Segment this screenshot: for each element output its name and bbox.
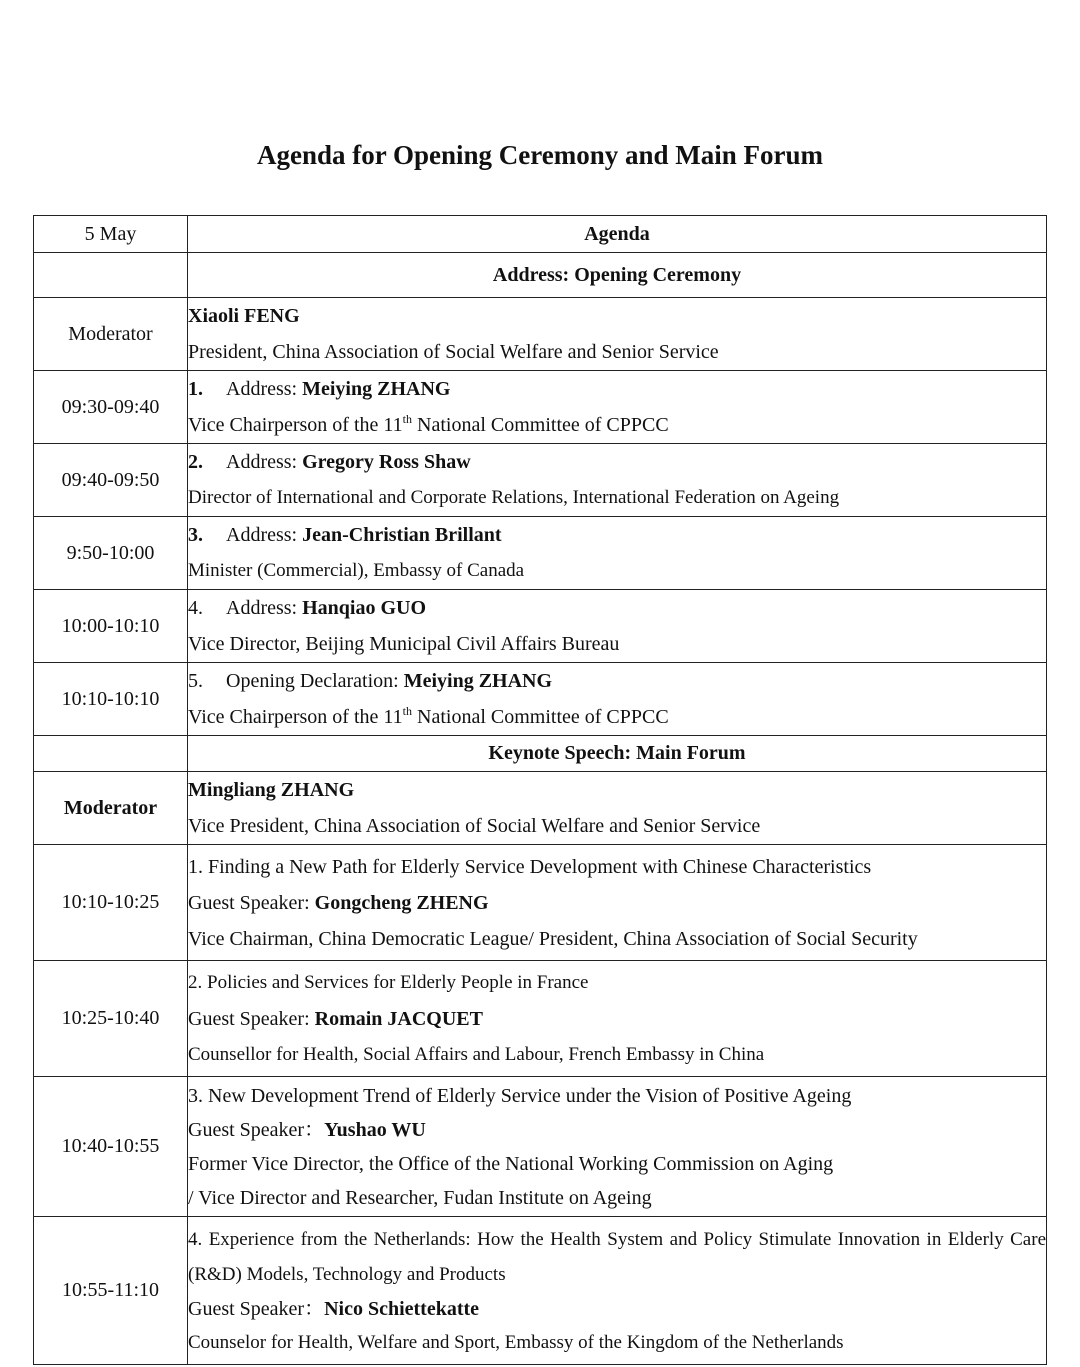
time-slot: 10:55-11:10	[34, 1217, 188, 1365]
date-header: 5 May	[34, 216, 188, 253]
speaker-role: Vice Chairperson of the 11	[188, 706, 403, 728]
address-prefix: Address:	[226, 524, 303, 546]
speaker-label: Guest Speaker：	[188, 1297, 325, 1320]
speaker-name: Jean-Christian Brillant	[302, 524, 502, 546]
table-row	[34, 961, 1047, 1077]
section-row	[34, 253, 1047, 298]
item-number: 1.	[188, 378, 203, 400]
speaker-role: Vice Chairman, China Democratic League/ President, China Association of Social Security	[188, 927, 918, 950]
speech-cell	[188, 1077, 1047, 1217]
speech-topic: 1. Finding a New Path for Elderly Service Development with Chinese Characteristics	[188, 855, 872, 878]
address-cell	[188, 444, 1047, 517]
table-row	[34, 444, 1047, 517]
speaker-role-end: National Committee of CPPCC	[412, 414, 669, 436]
section-title-keynote: Keynote Speech: Main Forum	[188, 736, 1047, 772]
address-prefix: Address:	[226, 451, 303, 473]
speaker-label: Guest Speaker:	[188, 1007, 315, 1030]
time-slot: 10:00-10:10	[34, 590, 188, 663]
table-row	[34, 772, 1047, 845]
speech-topic: 4. Experience from the Netherlands: How the Health System and Policy Stimulate Innovation in Elderly Care (R&D) Models, Technology and Products	[188, 1228, 1046, 1285]
page-title: Agenda for Opening Ceremony and Main Forum	[256, 140, 824, 170]
moderator-cell	[188, 298, 1047, 371]
speech-cell	[188, 845, 1047, 961]
agenda-table	[33, 215, 1047, 1365]
speaker-name: Meiying ZHANG	[403, 670, 553, 692]
speaker-role: Former Vice Director, the Office of the National Working Commission on Aging	[188, 1152, 834, 1175]
moderator-label: Moderator	[34, 298, 188, 371]
section-row	[34, 736, 1047, 772]
table-row	[34, 590, 1047, 663]
time-slot: 10:10-10:10	[34, 663, 188, 736]
speaker-role: Counsellor for Health, Social Affairs and Labour, French Embassy in China	[188, 1043, 765, 1065]
table-header-row	[34, 216, 1047, 253]
moderator-cell	[188, 772, 1047, 845]
moderator-name: Xiaoli FENG	[188, 305, 300, 327]
table-row	[34, 1077, 1047, 1217]
speaker-label: Guest Speaker：	[188, 1118, 325, 1141]
speaker-name: Gongcheng ZHENG	[314, 891, 489, 914]
table-row	[34, 663, 1047, 736]
section-title-opening: Address: Opening Ceremony	[188, 253, 1047, 298]
speaker-name: Hanqiao GUO	[302, 597, 427, 619]
speaker-role: Counselor for Health, Welfare and Sport, Embassy of the Kingdom of the Netherlands	[188, 1331, 844, 1353]
speaker-name: Meiying ZHANG	[302, 378, 451, 400]
address-cell	[188, 517, 1047, 590]
table-row	[34, 1217, 1047, 1365]
moderator-name: Mingliang ZHANG	[188, 779, 355, 801]
table-row	[34, 298, 1047, 371]
item-number: 4.	[188, 597, 203, 619]
moderator-label: Moderator	[34, 772, 188, 845]
empty-cell	[34, 736, 188, 772]
time-slot: 09:40-09:50	[34, 444, 188, 517]
address-prefix: Opening Declaration:	[226, 670, 404, 692]
speaker-name: Gregory Ross Shaw	[302, 451, 471, 473]
table-row	[34, 845, 1047, 961]
time-slot: 09:30-09:40	[34, 371, 188, 444]
speaker-name: Nico Schiettekatte	[324, 1297, 480, 1320]
time-slot: 9:50-10:00	[34, 517, 188, 590]
speech-topic: 2. Policies and Services for Elderly People in France	[188, 971, 589, 993]
moderator-role: President, China Association of Social Welfare and Senior Service	[188, 341, 719, 363]
address-cell	[188, 663, 1047, 736]
address-prefix: Address:	[226, 378, 303, 400]
agenda-header: Agenda	[188, 216, 1047, 253]
speaker-role: Minister (Commercial), Embassy of Canada	[188, 560, 525, 581]
address-cell	[188, 590, 1047, 663]
speaker-name: Romain JACQUET	[314, 1007, 483, 1030]
speech-cell	[188, 961, 1047, 1077]
ordinal-suffix: th	[402, 412, 413, 426]
item-number: 2.	[188, 451, 203, 473]
address-prefix: Address:	[226, 597, 303, 619]
time-slot: 10:40-10:55	[34, 1077, 188, 1217]
speaker-role: Vice Director, Beijing Municipal Civil Affairs Bureau	[188, 633, 620, 655]
speaker-role-end: National Committee of CPPCC	[412, 706, 669, 728]
item-number: 3.	[188, 524, 203, 546]
speech-cell	[188, 1217, 1047, 1365]
speaker-role: Vice Chairperson of the 11	[188, 414, 403, 436]
item-number: 5.	[188, 670, 203, 692]
address-cell	[188, 371, 1047, 444]
table-row	[34, 517, 1047, 590]
speaker-label: Guest Speaker:	[188, 891, 315, 914]
speaker-role-secondary: / Vice Director and Researcher, Fudan Institute on Ageing	[188, 1186, 652, 1209]
speech-topic: 3. New Development Trend of Elderly Service under the Vision of Positive Ageing	[188, 1084, 852, 1107]
moderator-role: Vice President, China Association of Social Welfare and Senior Service	[188, 815, 761, 837]
speaker-name: Yushao WU	[324, 1118, 426, 1141]
time-slot: 10:25-10:40	[34, 961, 188, 1077]
speaker-role: Director of International and Corporate Relations, International Federation on Ageing	[188, 487, 840, 508]
ordinal-suffix: th	[402, 704, 413, 718]
empty-cell	[34, 253, 188, 298]
time-slot: 10:10-10:25	[34, 845, 188, 961]
table-row	[34, 371, 1047, 444]
